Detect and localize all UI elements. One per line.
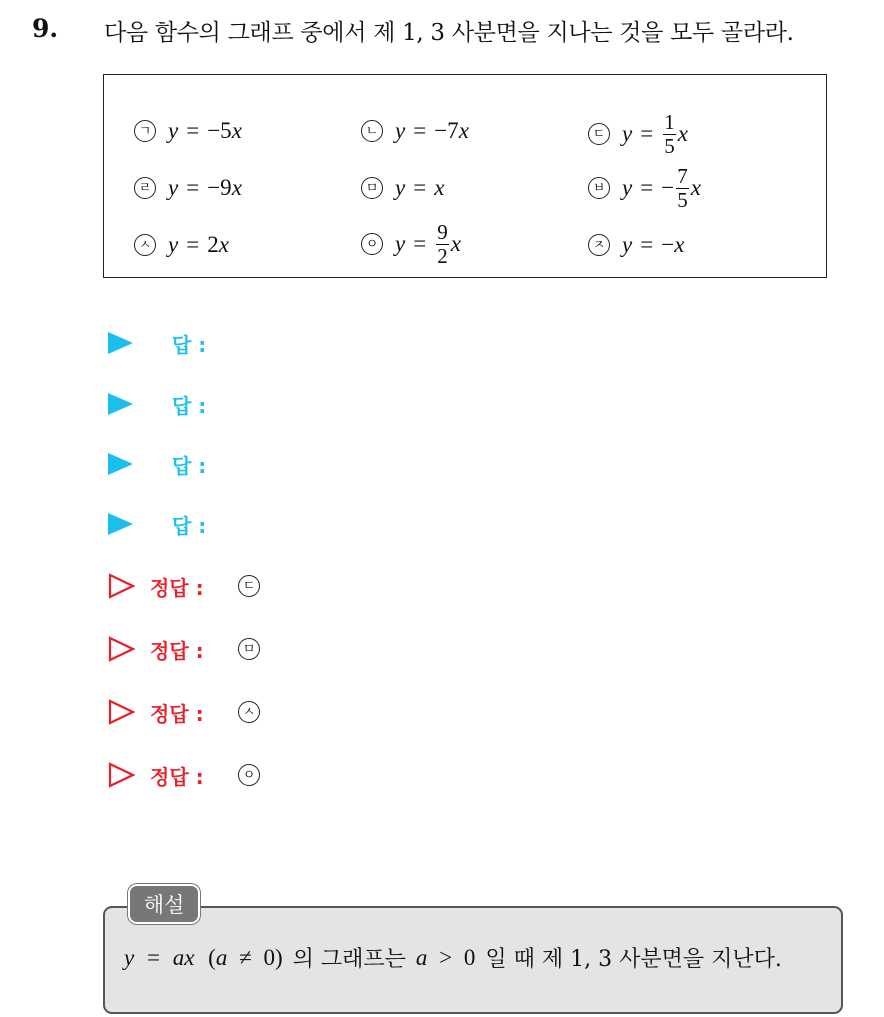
choice-7 [134, 225, 229, 265]
outline-triangle-icon [108, 573, 136, 599]
fraction-denominator: 5 [664, 133, 675, 158]
choice-8 [361, 217, 461, 271]
correct-label: 정답 : [150, 638, 204, 663]
gt-a: a [415, 944, 428, 970]
choice-lhs: y [168, 118, 179, 143]
correct-label: 정답 : [150, 701, 204, 726]
question-number: 9. [32, 14, 59, 43]
choice-var: x [674, 232, 685, 257]
question-text: 다음 함수의 그래프 중에서 제 1, 3 사분면을 지나는 것을 모두 골라라. [104, 20, 794, 46]
answer-label: 답 : [172, 453, 207, 478]
cond-open: ( [208, 944, 216, 970]
explanation-formula [124, 945, 283, 971]
choice-lhs: y [168, 232, 179, 257]
answer-row-4[interactable] [108, 507, 207, 541]
choice-coef: −9 [207, 175, 232, 200]
cond-zero: 0) [263, 944, 283, 970]
formula-eq: = [146, 944, 160, 970]
choice-marker: ㅁ [361, 177, 383, 199]
choice-var: x [458, 118, 469, 143]
choice-eq: = [413, 231, 427, 256]
play-triangle-icon [108, 513, 133, 535]
choice-coef: −7 [434, 118, 459, 143]
choice-eq: = [640, 121, 654, 146]
choice-coef: 2 [207, 232, 219, 257]
answer-label: 답 : [172, 393, 207, 418]
cond-a: a [215, 944, 228, 970]
choice-3 [588, 109, 688, 159]
correct-row-1 [108, 569, 256, 603]
explanation-text2: 일 때 제 1, 3 사분면을 지난다. [485, 947, 782, 972]
choice-9 [588, 225, 684, 265]
gt-zero: 0 [463, 944, 476, 970]
choice-6 [588, 161, 701, 215]
choice-var: x [231, 118, 242, 143]
choice-eq: = [640, 175, 654, 200]
choice-2 [361, 111, 469, 151]
choice-var: x [450, 231, 461, 256]
formula-x: x [184, 944, 195, 970]
play-triangle-icon [108, 453, 133, 475]
choice-fraction [663, 109, 676, 158]
choice-eq: = [413, 118, 427, 143]
choice-eq: = [186, 232, 200, 257]
fraction-denominator: 2 [437, 243, 448, 268]
play-triangle-icon [108, 332, 133, 354]
choice-marker: ㄷ [588, 123, 610, 145]
choice-marker: ㄹ [134, 177, 156, 199]
fraction-numerator: 9 [437, 219, 448, 244]
choice-marker: ㅈ [588, 234, 610, 256]
choice-lhs: y [395, 231, 406, 256]
choice-marker: ㄱ [134, 120, 156, 142]
choice-coef: − [661, 232, 675, 257]
choice-lhs: y [622, 175, 633, 200]
choice-lhs: y [622, 121, 633, 146]
choice-eq: = [413, 175, 427, 200]
choice-eq: = [186, 175, 200, 200]
choice-marker: ㅂ [588, 177, 610, 199]
choice-lhs: y [395, 175, 406, 200]
choice-lhs: y [622, 232, 633, 257]
fraction-denominator: 5 [677, 187, 688, 212]
formula-y: y [124, 944, 135, 970]
choice-eq: = [640, 232, 654, 257]
explanation-text1: 의 그래프는 [292, 947, 406, 972]
correct-marker: ㅇ [238, 764, 260, 786]
correct-marker: ㅁ [238, 638, 260, 660]
correct-label: 정답 : [150, 764, 204, 789]
choice-5 [361, 168, 444, 208]
correct-label: 정답 : [150, 575, 204, 600]
choice-marker: ㅇ [361, 233, 383, 255]
choice-var: x [218, 232, 229, 257]
choices-box [103, 74, 827, 278]
gt-op: > [439, 944, 453, 970]
choice-var: x [677, 121, 688, 146]
outline-triangle-icon [108, 699, 136, 725]
choice-sign: − [661, 175, 675, 200]
answer-row-1[interactable] [108, 326, 207, 360]
play-triangle-icon [108, 393, 133, 415]
choice-fraction [676, 163, 689, 212]
fraction-numerator: 1 [664, 109, 675, 134]
correct-row-4 [108, 758, 256, 792]
cond-neq: ≠ [239, 944, 252, 970]
correct-row-3 [108, 695, 256, 729]
choice-var: x [690, 175, 701, 200]
choice-coef: −5 [207, 118, 232, 143]
fraction-numerator: 7 [677, 163, 688, 188]
choice-var: x [231, 175, 242, 200]
answer-label: 답 : [172, 332, 207, 357]
explanation-text [124, 942, 782, 973]
choice-var: x [434, 175, 445, 200]
correct-row-2 [108, 632, 256, 666]
choice-lhs: y [395, 118, 406, 143]
choice-lhs: y [168, 175, 179, 200]
correct-marker: ㄷ [238, 575, 260, 597]
correct-marker: ㅅ [238, 701, 260, 723]
choice-fraction [436, 219, 449, 268]
choice-4 [134, 168, 242, 208]
outline-triangle-icon [108, 762, 136, 788]
choice-marker: ㅅ [134, 234, 156, 256]
outline-triangle-icon [108, 636, 136, 662]
answer-row-2[interactable] [108, 387, 207, 421]
choice-marker: ㄴ [361, 120, 383, 142]
choice-eq: = [186, 118, 200, 143]
explanation-tag: 해설 [128, 884, 200, 924]
choice-1 [134, 111, 242, 151]
answer-row-3[interactable] [108, 447, 207, 481]
formula-a: a [172, 944, 185, 970]
explanation-condition [416, 945, 475, 971]
answer-label: 답 : [172, 513, 207, 538]
